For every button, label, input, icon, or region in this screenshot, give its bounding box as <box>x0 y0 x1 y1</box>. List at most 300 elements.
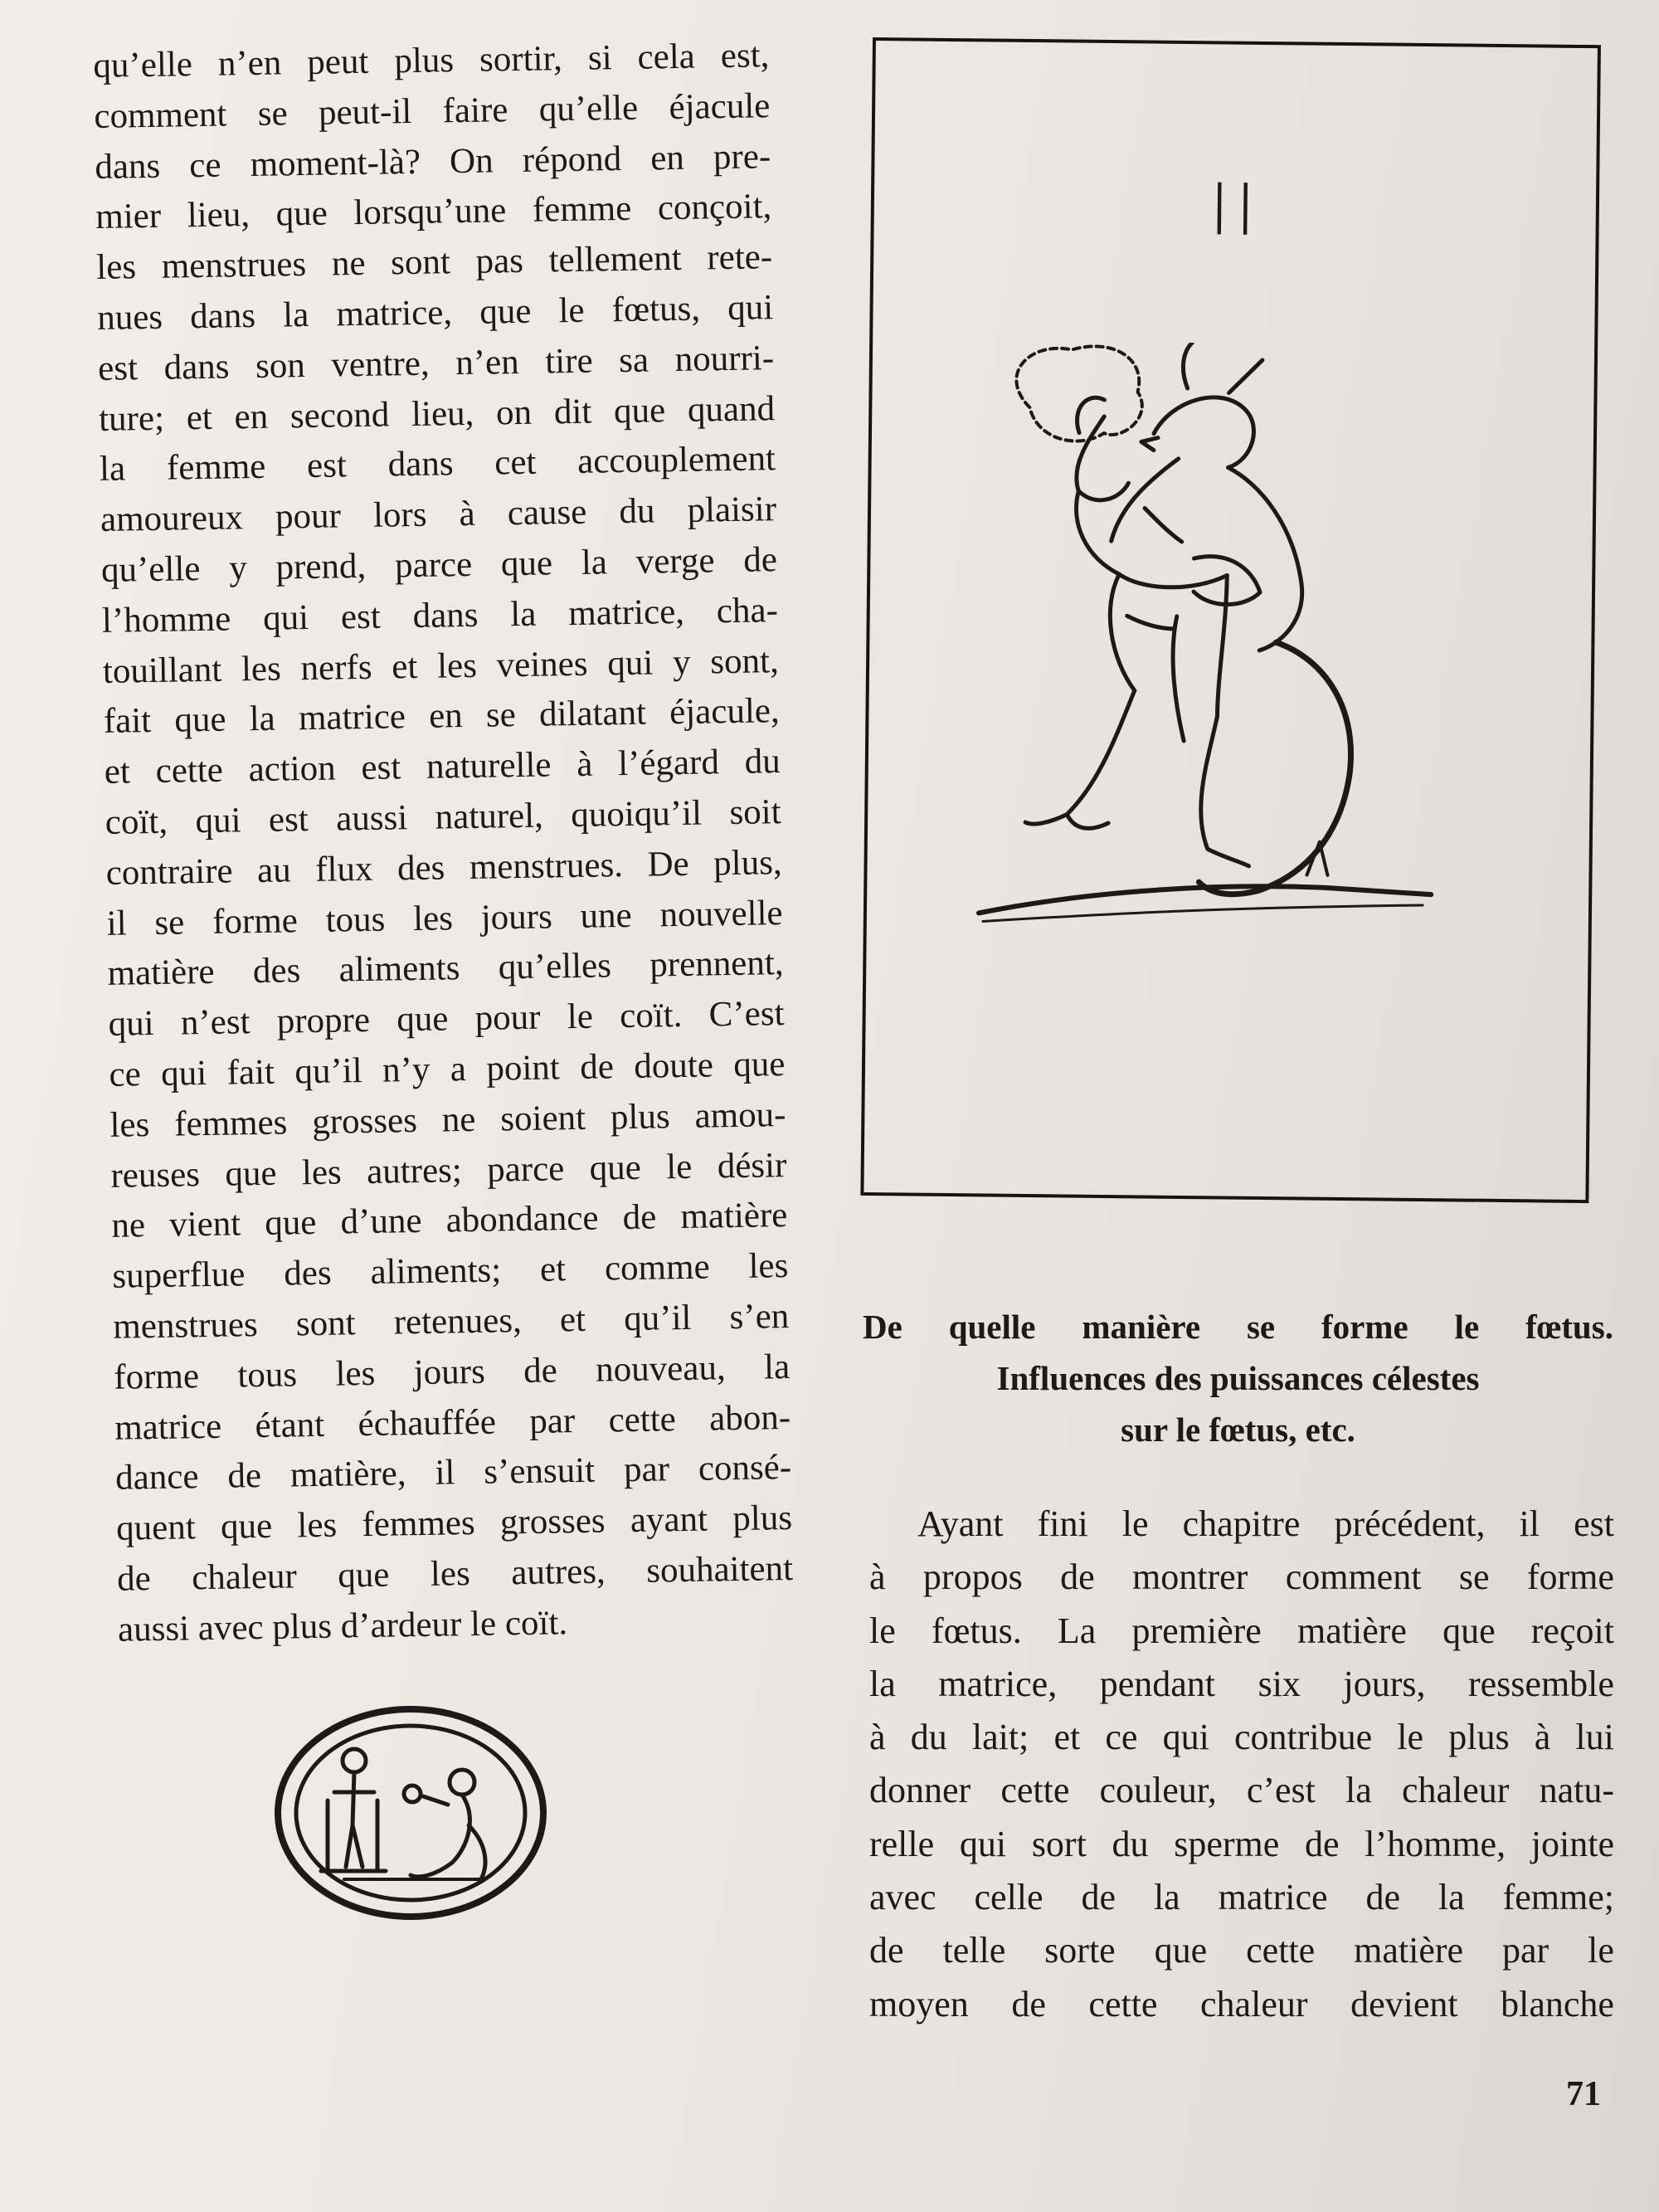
word: de <box>1060 1557 1095 1598</box>
caption-line-2: Influences des puissances célestes <box>996 1359 1480 1397</box>
word: de <box>1011 1983 1046 2024</box>
word: qu’il <box>623 1298 692 1339</box>
word: veines <box>496 644 588 685</box>
word: le <box>558 290 585 331</box>
word: menstrues <box>161 245 307 286</box>
word: dans <box>412 595 479 636</box>
word: aliments <box>338 948 460 990</box>
word: est <box>361 748 401 788</box>
word: amou- <box>694 1094 786 1136</box>
word: à <box>869 1557 886 1598</box>
word: dance <box>114 1457 199 1498</box>
word: tire <box>544 341 593 382</box>
word: nouvelle <box>659 893 783 934</box>
text-line <box>869 1711 1614 1764</box>
text-line <box>117 1544 794 1605</box>
word: les <box>436 646 478 686</box>
word: dans <box>163 347 230 387</box>
word: la <box>1438 1877 1465 1918</box>
word: Ayant <box>917 1503 1004 1544</box>
word: et <box>186 397 213 437</box>
word: quelle <box>948 1308 1036 1346</box>
caption-line-3: sur le fœtus, etc. <box>1121 1411 1355 1449</box>
word: natu- <box>1539 1770 1614 1811</box>
word: jours <box>480 896 553 938</box>
word: femmes <box>173 1103 288 1144</box>
word: plus <box>393 41 455 81</box>
word: tellement <box>548 239 682 280</box>
word: lait; <box>971 1717 1029 1758</box>
word: avec <box>869 1877 937 1918</box>
word: plus, <box>713 842 782 884</box>
word: s’ensuit <box>483 1451 596 1493</box>
word: que <box>396 999 449 1040</box>
word: qu’elle <box>538 88 639 129</box>
word: qui <box>727 288 774 329</box>
word: d’une <box>340 1201 422 1242</box>
text-line: aussi avec plus d’ardeur le coït. <box>117 1602 568 1649</box>
text-line <box>109 1040 786 1101</box>
text-line <box>114 1342 791 1404</box>
word: femmes <box>362 1503 476 1545</box>
word: du <box>744 742 781 782</box>
word: les <box>297 1505 338 1546</box>
word: conçoit, <box>657 187 772 228</box>
word: sont <box>390 242 451 283</box>
word: action <box>248 748 337 790</box>
word: que <box>220 1506 273 1547</box>
word: moyen <box>869 1983 969 2024</box>
word: le <box>665 1147 693 1186</box>
word: fœtus. <box>1525 1308 1613 1346</box>
word: femme <box>166 447 266 489</box>
plate-frame <box>860 37 1601 1203</box>
word: cause <box>507 492 587 534</box>
word: sont <box>295 1303 356 1344</box>
word: le <box>1454 1308 1480 1346</box>
word: comment <box>1285 1557 1422 1598</box>
word: forme <box>113 1356 200 1397</box>
word: sont, <box>709 641 780 681</box>
word: plus <box>610 1096 671 1138</box>
word: le <box>1121 1503 1149 1544</box>
text-line <box>869 1818 1614 1871</box>
word: l’homme <box>101 599 231 641</box>
word: dit <box>553 392 592 431</box>
word: pre- <box>713 136 771 177</box>
word: se <box>154 902 185 943</box>
word: reuses <box>110 1154 201 1196</box>
word: second <box>289 395 390 436</box>
word: lorsqu’une <box>353 191 507 233</box>
word: de <box>1365 1877 1400 1918</box>
word: s’en <box>729 1296 790 1337</box>
word: jours, <box>1343 1663 1426 1704</box>
word: répond <box>522 139 622 180</box>
word: est, <box>720 36 770 76</box>
word: abon- <box>708 1397 791 1439</box>
word: cet <box>494 443 537 483</box>
word: y <box>228 548 248 588</box>
word: de <box>579 1047 615 1087</box>
word: cela <box>637 37 696 77</box>
text-line <box>869 1551 1614 1604</box>
word: la <box>869 1663 896 1704</box>
word: de <box>116 1559 152 1599</box>
word: matière <box>1297 1610 1407 1651</box>
word: celle <box>974 1877 1044 1918</box>
word: ture; <box>98 398 165 439</box>
word: On <box>449 141 494 181</box>
word: échauffée <box>358 1402 497 1444</box>
word: son <box>255 345 306 386</box>
word: et <box>1053 1717 1081 1758</box>
word: par <box>623 1449 670 1490</box>
plate-number: II <box>1208 168 1262 252</box>
word: qui <box>1162 1717 1209 1758</box>
word: forme <box>212 900 299 942</box>
word: c’est <box>1246 1770 1316 1811</box>
word: les <box>95 247 137 288</box>
word: de <box>1304 1823 1340 1864</box>
word: les <box>241 649 282 689</box>
word: sort <box>1031 1823 1087 1864</box>
word: quand <box>687 388 776 430</box>
text-line <box>869 1871 1614 1924</box>
word: la <box>509 594 537 634</box>
word: cette <box>608 1399 677 1440</box>
word: au <box>256 850 292 890</box>
word: cha- <box>716 590 779 631</box>
word: que <box>174 699 226 740</box>
word: qui <box>195 801 241 841</box>
word: se <box>485 695 517 736</box>
word: qui <box>262 597 309 638</box>
word: dans <box>189 295 256 337</box>
word: flux <box>314 849 373 889</box>
word: les <box>301 1152 343 1192</box>
word: accouplement <box>577 439 776 482</box>
text-line <box>869 1924 1614 1977</box>
word: l’homme, <box>1365 1823 1506 1864</box>
word: matrice, <box>938 1663 1058 1704</box>
word: dans <box>95 146 161 187</box>
engraved-gem-illustration <box>270 1701 552 1925</box>
word: contraire <box>105 851 233 893</box>
word: lieu, <box>411 393 474 434</box>
word: la <box>1345 1770 1372 1811</box>
word: soit <box>729 792 781 833</box>
word: cette <box>155 750 224 792</box>
word: lors <box>372 495 427 535</box>
word: touillant <box>102 650 222 691</box>
word: comment <box>94 95 227 136</box>
word: qu’elles <box>498 946 612 987</box>
word: moment-là? <box>250 142 421 184</box>
text-line <box>100 435 776 496</box>
word: souhaitent <box>645 1548 794 1591</box>
word: faire <box>442 90 508 131</box>
word: le <box>1397 1717 1424 1758</box>
word: fœtus, <box>611 289 701 330</box>
word: le <box>1588 1930 1614 1971</box>
word: grosses <box>499 1501 606 1542</box>
word: fait <box>103 701 152 742</box>
text-line <box>869 1978 1614 2031</box>
word: à <box>869 1717 886 1758</box>
word: plus <box>1448 1717 1510 1758</box>
word: nues <box>96 297 163 338</box>
word: sortir, <box>479 39 563 80</box>
word: matière <box>680 1196 788 1237</box>
word: ce <box>109 1055 142 1094</box>
word: la <box>99 449 126 490</box>
word: il <box>435 1453 455 1493</box>
word: femme <box>532 189 632 231</box>
word: rete- <box>706 237 773 278</box>
word: que <box>225 1153 277 1194</box>
word: se <box>257 94 288 134</box>
word: les <box>748 1246 789 1286</box>
word: point <box>486 1048 561 1089</box>
word: chaleur <box>1401 1770 1510 1811</box>
word: qui <box>108 1004 154 1044</box>
word: de <box>523 1351 558 1391</box>
word: propos <box>922 1557 1023 1598</box>
word: est <box>340 597 382 637</box>
word: nerfs <box>300 647 372 688</box>
word: se <box>1246 1308 1276 1346</box>
word: devient <box>1350 1983 1458 2024</box>
word: en <box>649 138 685 178</box>
word: ce <box>1105 1717 1138 1758</box>
word: à <box>1534 1717 1551 1758</box>
word: forme <box>1321 1308 1408 1346</box>
word: menstrues. <box>469 845 624 887</box>
word: nouveau, <box>595 1347 726 1390</box>
word: matrice, <box>567 592 685 633</box>
word: montrer <box>1132 1557 1248 1598</box>
word: verge <box>635 541 715 582</box>
word: naturel, <box>435 796 544 837</box>
text-line <box>869 1764 1614 1817</box>
word: plaisir <box>687 490 777 530</box>
chapter-caption <box>863 1301 1613 1455</box>
word: ne <box>331 244 366 284</box>
word: coït, <box>105 801 168 842</box>
word: est <box>306 446 348 486</box>
word: les <box>430 1553 471 1594</box>
word: qu’elle <box>93 45 193 85</box>
text-line <box>107 938 784 1000</box>
word: matrice <box>114 1406 222 1448</box>
word: quent <box>115 1508 197 1548</box>
word: que <box>500 543 553 584</box>
word: en <box>428 696 464 737</box>
word: éjacule, <box>669 691 781 733</box>
text-line <box>869 1658 1614 1711</box>
word: fœtus. <box>931 1610 1022 1651</box>
word: jointe <box>1530 1823 1614 1864</box>
word: n’en <box>217 43 282 84</box>
word: contribue <box>1233 1717 1373 1758</box>
word: parce <box>394 544 473 586</box>
word: est <box>268 799 309 840</box>
word: du <box>619 491 655 532</box>
word: la <box>249 699 276 739</box>
word: désir <box>717 1145 787 1186</box>
word: éjacule <box>669 85 771 127</box>
word: qui <box>160 1053 207 1094</box>
word: de <box>227 1456 262 1496</box>
word: une <box>580 895 633 936</box>
word: que <box>479 291 532 332</box>
word: la <box>282 295 309 335</box>
word: le <box>567 996 594 1037</box>
word: et <box>559 1299 586 1340</box>
word: De <box>863 1308 902 1346</box>
word: relle <box>869 1823 935 1864</box>
word: et <box>391 646 418 686</box>
word: peut-il <box>318 91 412 133</box>
word: du <box>1112 1823 1149 1864</box>
devil-illustration <box>974 340 1445 992</box>
word: matière, <box>289 1454 406 1495</box>
word: cette <box>1246 1930 1316 1971</box>
right-text-column <box>869 1498 1614 2031</box>
word: autres, <box>510 1552 606 1593</box>
word: abondance <box>445 1198 599 1240</box>
word: de <box>1081 1877 1117 1918</box>
word: première <box>1131 1610 1262 1651</box>
word: on <box>495 392 533 432</box>
word: autres; <box>366 1150 463 1191</box>
word: le <box>869 1610 896 1651</box>
word: du <box>910 1717 947 1758</box>
word: jours <box>413 1352 486 1392</box>
word: sorte <box>1044 1930 1116 1971</box>
word: est <box>1574 1503 1614 1544</box>
word: forme <box>1526 1557 1614 1598</box>
word: C’est <box>708 994 785 1035</box>
word: si <box>587 38 612 78</box>
word: chaleur <box>191 1557 298 1598</box>
word: que <box>337 1555 390 1596</box>
word: cette <box>1088 1983 1158 2024</box>
word: dilatant <box>538 693 647 735</box>
word: menstrues <box>112 1304 259 1347</box>
word: que <box>275 193 328 234</box>
word: six <box>1258 1663 1301 1704</box>
word: naturelle <box>426 745 552 787</box>
word: reçoit <box>1530 1610 1614 1651</box>
text-line <box>97 283 774 344</box>
word: il <box>106 904 127 943</box>
word: fini <box>1037 1503 1088 1544</box>
word: n’est <box>180 1002 251 1043</box>
word: que <box>732 1044 786 1084</box>
word: la <box>763 1347 791 1387</box>
word: de <box>622 1197 657 1238</box>
caption-line-1 <box>863 1301 1613 1352</box>
word: retenues, <box>393 1300 523 1342</box>
word: manière <box>1082 1308 1201 1346</box>
word: que <box>1443 1610 1496 1651</box>
word: lieu, <box>187 195 251 236</box>
word: que <box>264 1203 317 1244</box>
word: quoiqu’il <box>570 793 703 836</box>
word: amoureux <box>100 498 244 540</box>
word: sa <box>618 340 649 380</box>
word: les <box>109 1104 150 1145</box>
word: soient <box>499 1098 586 1139</box>
word: et <box>539 1250 567 1289</box>
word: ayant <box>630 1499 708 1541</box>
word: ce <box>188 145 221 185</box>
word: de <box>869 1930 904 1971</box>
word: en <box>234 397 269 436</box>
word: parce <box>486 1148 565 1190</box>
word: De <box>647 844 690 884</box>
word: par <box>528 1401 576 1441</box>
word: dans <box>387 444 454 485</box>
word: matrice, <box>336 293 453 334</box>
word: prend, <box>275 546 367 587</box>
word: aussi <box>335 798 408 839</box>
word: qui <box>606 643 654 683</box>
word: les <box>335 1353 376 1394</box>
word: chapitre <box>1182 1503 1301 1544</box>
word: propre <box>276 1001 371 1041</box>
word: des <box>283 1253 332 1294</box>
word: consé- <box>698 1448 792 1489</box>
word: la <box>1153 1877 1180 1918</box>
word: ne <box>441 1099 476 1140</box>
word: pas <box>475 241 524 281</box>
word: pour <box>474 997 541 1039</box>
word: à <box>459 495 476 534</box>
word: nourri- <box>674 338 775 379</box>
word: matrice <box>1218 1877 1328 1918</box>
word: par <box>1502 1930 1550 1971</box>
word: il <box>1519 1503 1540 1544</box>
word: pendant <box>1099 1663 1216 1704</box>
word: de <box>742 540 778 580</box>
word: donner <box>869 1770 971 1811</box>
word: n’y <box>382 1050 431 1090</box>
word: n’en <box>455 342 519 382</box>
word: la <box>581 543 608 582</box>
word: femme; <box>1502 1877 1614 1918</box>
word: La <box>1057 1610 1097 1651</box>
text-line <box>869 1605 1614 1658</box>
word: que <box>589 1147 642 1188</box>
word: ne <box>111 1206 146 1246</box>
word: que <box>613 390 666 431</box>
word: et <box>104 752 131 792</box>
word: qu’il <box>294 1050 362 1092</box>
word: doute <box>633 1045 714 1086</box>
word: l’égard <box>617 743 720 784</box>
word: plus <box>732 1498 793 1539</box>
word: mier <box>95 197 162 237</box>
word: prennent, <box>649 943 784 985</box>
word: grosses <box>311 1100 418 1142</box>
word: précédent, <box>1334 1503 1486 1544</box>
word: couleur, <box>1099 1770 1217 1811</box>
word: comme <box>604 1247 710 1289</box>
word: cette <box>1000 1770 1070 1811</box>
